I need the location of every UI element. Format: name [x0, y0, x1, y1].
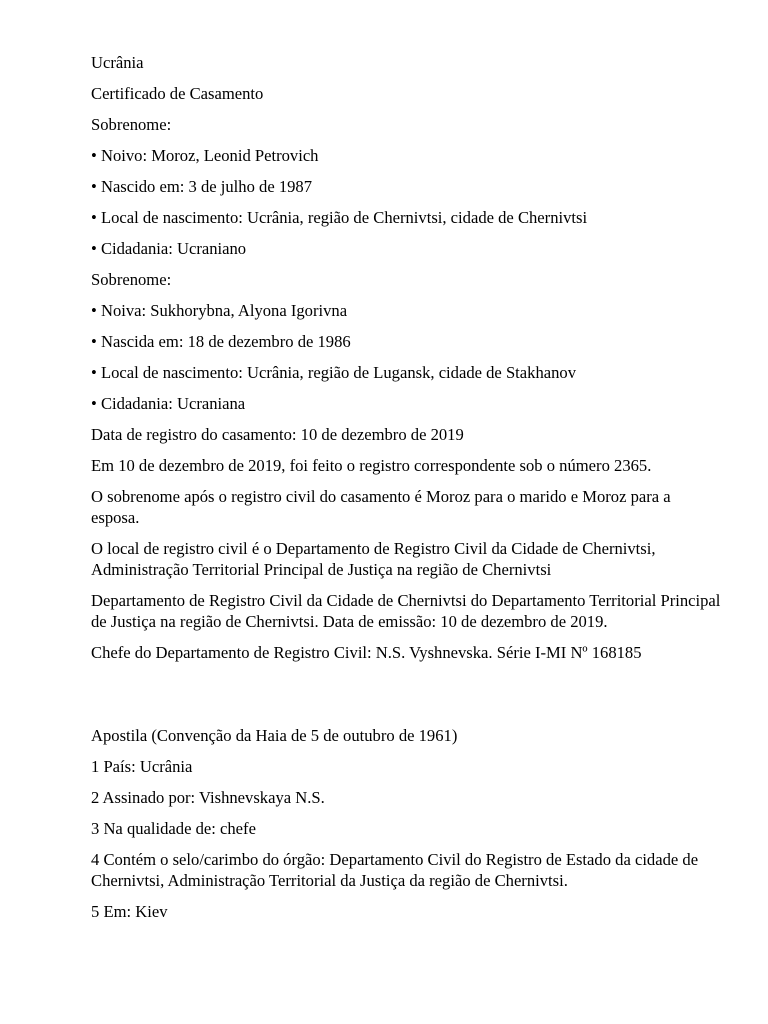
bride-name: • Noiva: Sukhorybna, Alyona Igorivna — [91, 301, 348, 320]
registration-chief: Chefe do Departamento de Registro Civil: N.S. Vyshnevska. Série I-MI Nº 168185 — [91, 643, 642, 662]
apostille-item: 3 Na qualidade de: chefe — [91, 819, 256, 838]
country-line: Ucrânia — [91, 53, 144, 72]
registration-place: O local de registro civil é o Departamento de Registro Civil da Cidade de Chernivtsi, Administração Territorial Principal de Justiça na região de Chernivtsi — [91, 539, 656, 579]
registration-record: Em 10 de dezembro de 2019, foi feito o registro correspondente sob o número 2365. — [91, 456, 652, 475]
document-title: Certificado de Casamento — [91, 84, 264, 103]
document-page — [91, 52, 721, 932]
groom-born: • Nascido em: 3 de julho de 1987 — [91, 177, 313, 196]
bride-born: • Nascida em: 18 de dezembro de 1986 — [91, 332, 351, 351]
bride-birthplace: • Local de nascimento: Ucrânia, região de Lugansk, cidade de Stakhanov — [91, 363, 577, 382]
bride-citizenship: • Cidadania: Ucraniana — [91, 394, 246, 413]
registration-date: Data de registro do casamento: 10 de dezembro de 2019 — [91, 425, 464, 444]
groom-surname-label: Sobrenome: — [91, 115, 172, 134]
section-spacer — [91, 673, 721, 725]
groom-citizenship: • Cidadania: Ucraniano — [91, 239, 247, 258]
apostille-title: Apostila (Convenção da Haia de 5 de outubro de 1961) — [91, 726, 458, 745]
registration-surnames: O sobrenome após o registro civil do casamento é Moroz para o marido e Moroz para a esposa. — [91, 487, 671, 527]
groom-name: • Noivo: Moroz, Leonid Petrovich — [91, 146, 319, 165]
apostille-item: 1 País: Ucrânia — [91, 757, 193, 776]
registration-issuer: Departamento de Registro Civil da Cidade de Chernivtsi do Departamento Territorial Principal de Justiça na região de Chernivtsi. Data de emissão: 10 de dezembro de 2019. — [91, 591, 721, 631]
groom-birthplace: • Local de nascimento: Ucrânia, região de Chernivtsi, cidade de Chernivtsi — [91, 208, 588, 227]
apostille-item: 4 Contém o selo/carimbo do órgão: Departamento Civil do Registro de Estado da cidade de Chernivtsi, Administração Territorial da Justiça da região de Chernivtsi. — [91, 850, 699, 890]
apostille-item: 5 Em: Kiev — [91, 902, 168, 921]
apostille-item: 2 Assinado por: Vishnevskaya N.S. — [91, 788, 325, 807]
bride-surname-label: Sobrenome: — [91, 270, 172, 289]
